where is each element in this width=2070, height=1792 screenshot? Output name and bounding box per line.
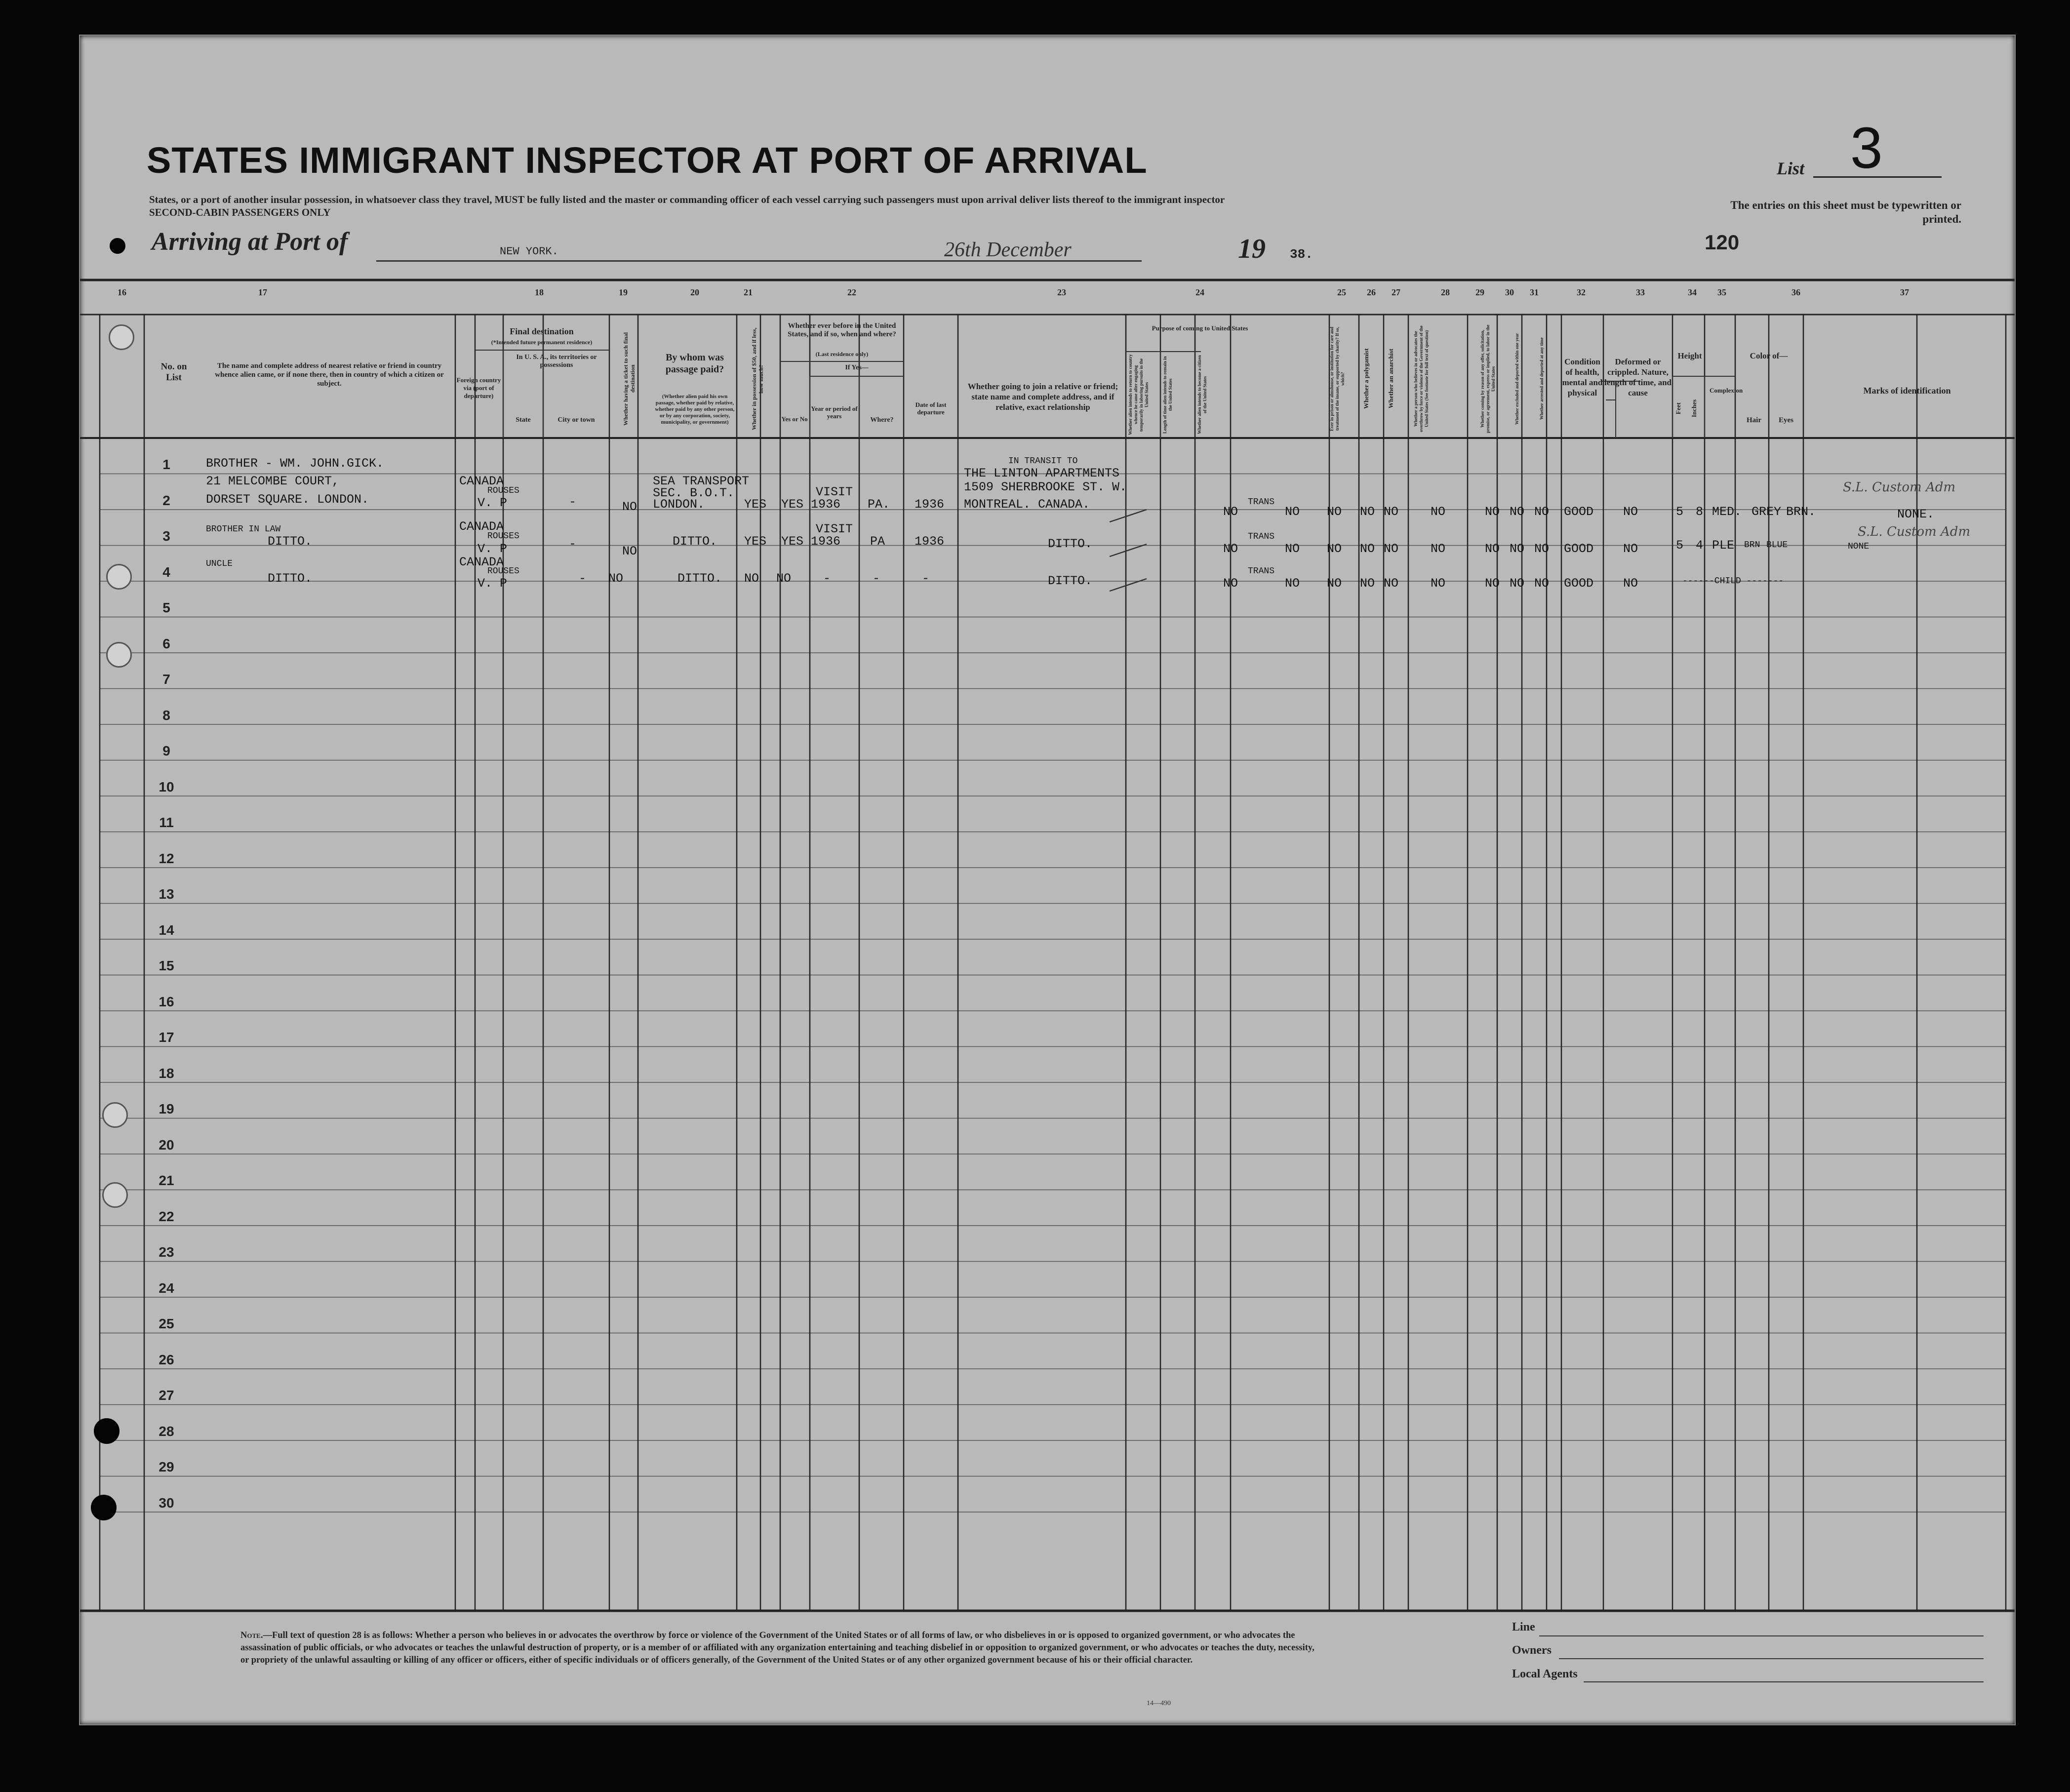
where-value: - xyxy=(873,571,880,586)
money-value: YES xyxy=(744,497,767,512)
handwritten-annotation: S.L. Custom Adm xyxy=(1843,480,1956,495)
complexion-value: MED. xyxy=(1712,505,1742,519)
year-value: 38. xyxy=(1290,247,1313,262)
header-passage-paid: By whom was passage paid? xyxy=(665,352,724,375)
header-joining-relative: Whether going to join a relative or friend; state name and complete address, and if relative, exact relationship xyxy=(967,382,1118,412)
purpose-citizen: NO xyxy=(1285,505,1300,519)
col-number-23: 23 xyxy=(1057,287,1066,297)
line-underline xyxy=(1539,1635,1984,1636)
prison-value: NO xyxy=(1327,576,1342,591)
labor-value: NO xyxy=(1485,576,1500,591)
deformed-value: NO xyxy=(1623,542,1638,556)
where-value: PA xyxy=(870,534,885,549)
joining-relative: DITTO. xyxy=(1048,537,1093,551)
visit-note: VISIT xyxy=(816,485,853,499)
header-purpose-length: Length of time alien intends to remain in the United States xyxy=(1162,356,1173,434)
owners-label: Owners xyxy=(1512,1644,1552,1657)
col-number-18: 18 xyxy=(535,287,544,297)
col-number-32: 32 xyxy=(1577,287,1586,297)
before-in-us: YES xyxy=(781,534,804,549)
row-number: 17 xyxy=(159,1030,174,1045)
passage-paid: LONDON. xyxy=(653,497,705,512)
destination-state: ROUSES xyxy=(487,531,519,541)
excluded-value: NO xyxy=(1510,542,1525,556)
header-yes-no: Yes or No xyxy=(781,415,808,423)
cabin-class-note: SECOND-CABIN PASSENGERS ONLY xyxy=(149,206,331,218)
header-foreign-country: Foreign country via (port of departure) xyxy=(456,376,501,399)
footnote-text: —Full text of question 28 is as follows: Whether a person who believes in or advocates the overthrow by force or violence of the Government of the United States or of all forms of law, or who disbelieves in or is opposed to organized government, or who advocates the assassination of public officials, or who advocates or teaches the unlawful destruction of property, or is a member of or affiliated with any organization entertaining and teaching disbelief in or opposition to organized government, or who advocates or teaches the duty, necessity, or propriety of the unlawful assaulting or killing of any officer or officers, either of specific individuals or of officers generally, of the Government of the United States or of any other organized government because of his or their official character. xyxy=(240,1631,1314,1665)
purpose-length: TRANS xyxy=(1248,566,1275,576)
date-value: 26th December xyxy=(944,239,1072,261)
hair-value: BRN xyxy=(1744,540,1760,550)
relative-address: BROTHER - WM. JOHN.GICK. xyxy=(206,456,384,471)
joining-relative: THE LINTON APARTMENTS xyxy=(964,466,1120,480)
row-number: 8 xyxy=(162,707,170,723)
page-title: STATES IMMIGRANT INSPECTOR AT PORT OF ARRIVAL xyxy=(147,140,1148,181)
punch-hole xyxy=(94,1418,119,1444)
joining-relative: DITTO. xyxy=(1048,574,1093,588)
col-number-31: 31 xyxy=(1530,287,1539,297)
col-number-21: 21 xyxy=(744,287,753,297)
row-number: 9 xyxy=(162,743,170,758)
arrested-value: NO xyxy=(1534,505,1550,519)
purpose-length: TRANS xyxy=(1248,497,1275,507)
list-number: 3 xyxy=(1850,116,1883,181)
punch-hole xyxy=(106,642,132,668)
row-number: 14 xyxy=(159,922,174,938)
height-inches: 4 xyxy=(1696,538,1704,553)
header-eyes: Eyes xyxy=(1779,416,1793,424)
header-arrested: Whether arrested and deported at any time xyxy=(1539,337,1544,420)
port-via: V. P xyxy=(478,576,508,591)
typewritten-note: The entries on this sheet must be typewritten or printed. xyxy=(1730,199,1961,225)
row-number: 28 xyxy=(159,1423,174,1439)
purpose-citizen: NO xyxy=(1285,576,1300,591)
purpose-citizen: NO xyxy=(1285,542,1300,556)
col-number-27: 27 xyxy=(1392,287,1400,297)
port-value: NEW YORK. xyxy=(500,245,558,258)
line-label: Line xyxy=(1512,1621,1535,1633)
polygamist-value: NO xyxy=(1360,576,1375,591)
punch-hole xyxy=(110,238,125,254)
destination-state: ROUSES xyxy=(487,486,519,496)
years-value: 1936 xyxy=(811,534,841,549)
col-number-25: 25 xyxy=(1337,287,1346,297)
eyes-value: BRN. xyxy=(1786,505,1816,519)
anarchist-value: NO xyxy=(1384,576,1399,591)
purpose-return: NO xyxy=(1223,505,1238,519)
row-number: 26 xyxy=(159,1352,174,1367)
row-number: 10 xyxy=(159,779,174,795)
row-number: 1 xyxy=(162,457,170,472)
header-prison: Ever in prison or almshouse, or institution for care and treatment of the insane, or supported by charity? If so, which? xyxy=(1329,326,1345,431)
header-deformed: Deformed or crippled. Nature, length of time, and cause xyxy=(1604,357,1672,398)
where-value: PA. xyxy=(868,497,890,512)
polygamist-value: NO xyxy=(1360,542,1375,556)
header-hair: Hair xyxy=(1747,416,1761,424)
height-inches: 8 xyxy=(1696,505,1704,519)
header-passage-paid-sub: (Whether alien paid his own passage, whether paid by relative, whether paid by any other person, or by any corporation, society, municipality, or government) xyxy=(655,394,735,425)
header-years: Year or period of years xyxy=(811,405,858,420)
deformed-value: NO xyxy=(1623,505,1638,519)
ticket-value: NO xyxy=(608,571,624,586)
header-marks: Marks of identification xyxy=(1863,386,1951,396)
excluded-value: NO xyxy=(1510,576,1525,591)
relative-address: 21 MELCOMBE COURT, xyxy=(206,474,340,488)
punch-hole xyxy=(102,1182,128,1208)
destination-city: - xyxy=(579,571,587,586)
header-no-on-list: No. on List xyxy=(160,361,187,383)
agents-underline xyxy=(1584,1681,1984,1682)
purpose-length: TRANS xyxy=(1248,532,1275,542)
health-value: GOOD xyxy=(1564,576,1594,591)
prison-value: NO xyxy=(1327,505,1342,519)
ticket-value: NO xyxy=(622,544,637,558)
marks-value: NONE. xyxy=(1897,507,1935,521)
row-number: 21 xyxy=(159,1173,174,1188)
passage-paid: DITTO. xyxy=(677,571,722,586)
footnote xyxy=(240,1630,1317,1667)
form-code: 14—490 xyxy=(1147,1700,1171,1707)
foreign-country: CANADA xyxy=(459,474,504,488)
health-value: GOOD xyxy=(1564,542,1594,556)
joining-relative: MONTREAL. CANADA. xyxy=(964,497,1090,512)
header-before-in-us: Whether ever before in the United States, and if so, when and where? xyxy=(788,322,896,338)
row-number: 18 xyxy=(159,1065,174,1081)
overthrow-value: NO xyxy=(1431,542,1446,556)
row-number: 27 xyxy=(159,1388,174,1403)
header-polygamist: Whether a polygamist xyxy=(1362,348,1370,409)
header-inches: Inches xyxy=(1690,399,1698,418)
col-number-37: 37 xyxy=(1900,287,1909,297)
labor-value: NO xyxy=(1485,542,1500,556)
header-last-departure: Date of last departure xyxy=(915,401,947,416)
relative-address: DORSET SQUARE. LONDON. xyxy=(206,492,369,507)
purpose-return: NO xyxy=(1223,542,1238,556)
labor-value: NO xyxy=(1485,505,1500,519)
before-in-us: NO xyxy=(776,571,792,586)
relative-address: BROTHER IN LAW xyxy=(206,524,281,534)
col-number-22: 22 xyxy=(847,287,856,297)
marks-value: NONE xyxy=(1848,542,1870,552)
header-ticket: Whether having a ticket to such final destination xyxy=(622,332,636,426)
visit-note: VISIT xyxy=(816,522,853,536)
foreign-country: CANADA xyxy=(459,519,504,534)
row-number: 22 xyxy=(159,1208,174,1224)
header-final-destination-sub: (*Intended future permanent residence) xyxy=(491,339,593,346)
height-feet: 5 xyxy=(1676,538,1684,553)
joining-relative: 1509 SHERBROOKE ST. W. xyxy=(964,480,1127,494)
row-number: 19 xyxy=(159,1101,174,1116)
eyes-value: BLUE xyxy=(1766,540,1788,550)
row-number: 29 xyxy=(159,1459,174,1474)
footnote-label: Note. xyxy=(240,1631,263,1640)
deformed-value: NO xyxy=(1623,576,1638,591)
header-final-destination: Final destination xyxy=(510,326,574,336)
row-number: 11 xyxy=(159,815,174,830)
header-in-usa: In U. S. A., its territories or possessions xyxy=(516,354,597,369)
header-relative-address: The name and complete address of nearest relative or friend in country whence alien came, or if none there, then in country of which a citizen or subject. xyxy=(215,362,444,388)
last-departure: 1936 xyxy=(915,534,945,549)
header-purpose-return: Whether alien intends to return to country whence he came after engaging temporarily in laboring pursuits in the United States xyxy=(1128,354,1149,436)
purpose-return: NO xyxy=(1223,576,1238,591)
before-in-us: YES xyxy=(781,497,804,512)
col-number-35: 35 xyxy=(1717,287,1726,297)
row-number: 4 xyxy=(162,564,170,580)
row-number: 13 xyxy=(159,886,174,902)
header-complexion: Complexion xyxy=(1710,387,1743,394)
years-value: 1936 xyxy=(811,497,841,512)
arrested-value: NO xyxy=(1534,576,1550,591)
last-departure: 1936 xyxy=(915,497,945,512)
local-agents-label: Local Agents xyxy=(1512,1668,1578,1680)
header-health: Condition of health, mental and physical xyxy=(1562,357,1603,398)
header-height: Height xyxy=(1677,351,1702,360)
row-number: 5 xyxy=(162,600,170,615)
ticket-value: NO xyxy=(622,500,637,514)
owners-underline xyxy=(1559,1658,1984,1659)
passage-paid: SEA TRANSPORT xyxy=(653,474,750,488)
col-number-19: 19 xyxy=(619,287,628,297)
col-number-24: 24 xyxy=(1195,287,1204,297)
col-number-33: 33 xyxy=(1636,287,1645,297)
col-number-17: 17 xyxy=(258,287,267,297)
col-number-30: 30 xyxy=(1505,287,1514,297)
overthrow-value: NO xyxy=(1431,576,1446,591)
header-if-yes: If Yes— xyxy=(845,364,869,371)
punch-hole xyxy=(106,564,132,590)
health-value: GOOD xyxy=(1564,505,1594,519)
arrested-value: NO xyxy=(1534,542,1550,556)
intro-text: States, or a port of another insular possession, in whatsoever class they travel, MUST be fully listed and the master or commanding officer of each vessel carrying such passengers must upon arrival deliver lists thereof to the immigrant inspector xyxy=(149,194,1225,205)
col-number-34: 34 xyxy=(1688,287,1697,297)
relative-address: DITTO. xyxy=(268,571,313,586)
polygamist-value: NO xyxy=(1360,505,1375,519)
row-number: 7 xyxy=(162,672,170,687)
last-departure: - xyxy=(922,571,930,586)
header-where: Where? xyxy=(870,416,894,424)
sheet-number: 120 xyxy=(1705,231,1740,254)
row-number: 20 xyxy=(159,1137,174,1153)
row-number: 30 xyxy=(159,1495,174,1511)
joining-transit: IN TRANSIT TO xyxy=(1008,456,1078,466)
port-via: V. P xyxy=(478,542,508,556)
years-value: - xyxy=(823,571,831,586)
header-anarchist: Whether an anarchist xyxy=(1387,349,1394,409)
row-number: 6 xyxy=(162,636,170,651)
foreign-country: CANADA xyxy=(459,555,504,569)
punch-hole xyxy=(109,324,134,350)
height-feet: 5 xyxy=(1676,505,1684,519)
header-color-of: Color of— xyxy=(1750,351,1788,360)
handwritten-annotation: S.L. Custom Adm xyxy=(1858,524,1971,539)
col-number-29: 29 xyxy=(1475,287,1484,297)
header-feet: Feet xyxy=(1674,402,1682,414)
col-number-26: 26 xyxy=(1367,287,1376,297)
anarchist-value: NO xyxy=(1384,542,1399,556)
punch-hole xyxy=(91,1495,117,1520)
destination-state: ROUSES xyxy=(487,566,519,576)
row-number: 3 xyxy=(162,528,170,544)
header-state: State xyxy=(516,416,531,424)
relative-address: DITTO. xyxy=(268,534,313,549)
prison-value: NO xyxy=(1327,542,1342,556)
row-number: 25 xyxy=(159,1316,174,1331)
row-number: 2 xyxy=(162,492,170,508)
relative-address: UNCLE xyxy=(206,559,233,569)
col-number-36: 36 xyxy=(1791,287,1800,297)
anarchist-value: NO xyxy=(1384,505,1399,519)
year-prefix: 19 xyxy=(1238,234,1266,264)
money-value: NO xyxy=(744,571,759,586)
header-labor-offer: Whether coming by reason of any offer, solicitation, promise, or agreement, express or implied, to labor in the United States xyxy=(1480,324,1496,433)
header-excluded: Whether excluded and deported within one year xyxy=(1514,333,1519,425)
hair-value: GREY xyxy=(1752,505,1782,519)
col-number-20: 20 xyxy=(690,287,699,297)
money-value: YES xyxy=(744,534,767,549)
destination-city: - xyxy=(569,537,577,551)
arriving-label: Arriving at Port of xyxy=(152,228,348,256)
manifest-sheet xyxy=(79,35,2016,1725)
passage-paid: SEC. B.O.T. xyxy=(653,486,735,500)
row-number: 23 xyxy=(159,1244,174,1260)
excluded-value: NO xyxy=(1510,505,1525,519)
row-number: 15 xyxy=(159,958,174,973)
row-number: 12 xyxy=(159,850,174,866)
header-purpose: Purpose of coming to United States xyxy=(1152,324,1248,332)
col-number-16: 16 xyxy=(118,287,126,297)
list-label: List xyxy=(1777,159,1805,178)
port-via: V. P xyxy=(478,496,508,510)
row-number: 16 xyxy=(159,994,174,1009)
header-overthrow: Whether a person who believes in or advocates the overthrow by force or violence of the Government of the United States (See footnote for full text of question) xyxy=(1413,325,1429,432)
header-money: Whether in possession of $50, and if less, how much? xyxy=(751,327,764,430)
destination-city: - xyxy=(569,495,577,509)
row-number: 24 xyxy=(159,1280,174,1296)
passage-paid: DITTO. xyxy=(673,534,717,549)
punch-hole xyxy=(102,1102,128,1128)
header-city: City or town xyxy=(557,416,595,424)
complexion-value: PLE xyxy=(1712,538,1735,553)
header-purpose-citizen: Whether alien intends to become a citizen of the United States xyxy=(1197,355,1207,435)
col-number-28: 28 xyxy=(1441,287,1450,297)
overthrow-value: NO xyxy=(1431,505,1446,519)
child-note: ------CHILD ------- xyxy=(1682,576,1784,586)
header-before-in-us-sub: (Last residence only) xyxy=(815,351,869,358)
